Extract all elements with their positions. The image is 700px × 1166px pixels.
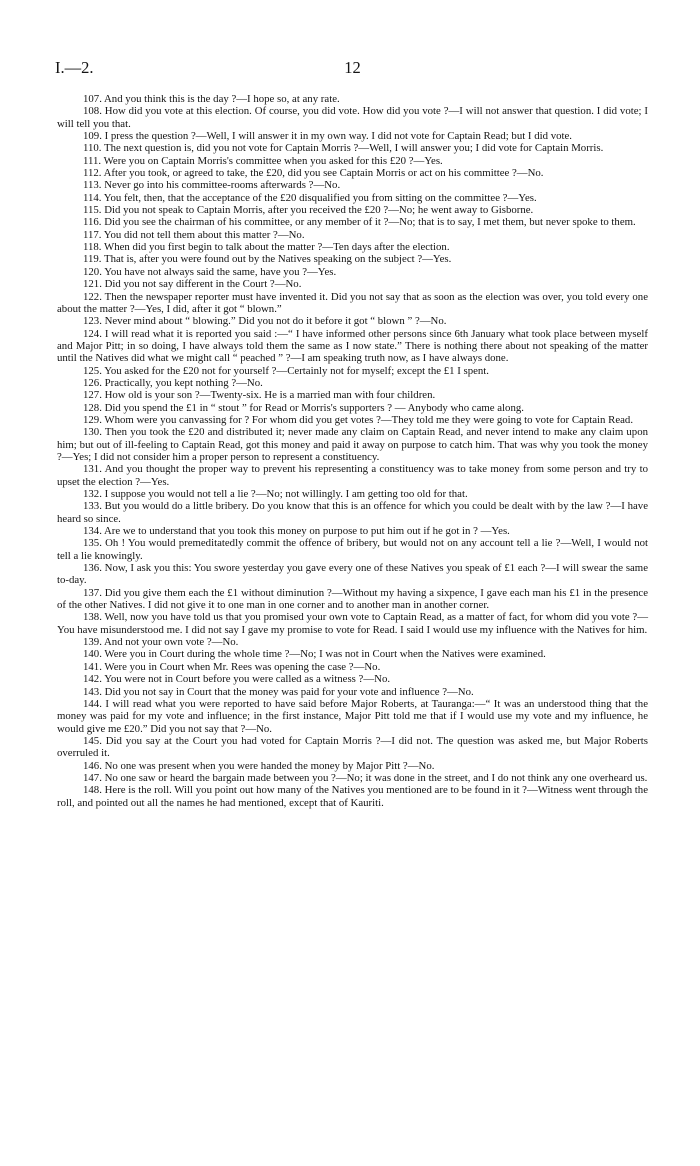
evidence-text <box>57 93 648 809</box>
question-paragraph: 122. Then the newspaper reporter must have invented it. Did you not say that as soon as the election was over, you told every one about the matter ?—Yes, I did, after it got “ blown.” <box>57 290 648 315</box>
question-paragraph: 107. And you think this is the day ?—I hope so, at any rate. <box>83 93 340 105</box>
question-paragraph: 120. You have not always said the same, have you ?—Yes. <box>83 265 337 278</box>
question-paragraph: 129. Whom were you canvassing for ? For whom did you get votes ?—They told me they were going to vote for Captain Read. <box>83 413 634 426</box>
question-paragraph: 140. Were you in Court during the whole time ?—No; I was not in Court when the Natives were examined. <box>83 648 546 661</box>
question-paragraph: 136. Now, I ask you this: You swore yesterday you gave every one of these Natives you speak of £1 each ?—I will swear the same to-day. <box>57 562 648 587</box>
question-paragraph: 132. I suppose you would not tell a lie ?—No; not willingly. I am getting too old for that. <box>83 488 468 500</box>
question-paragraph: 111. Were you on Captain Morris's committee when you asked for this £20 ?—Yes. <box>83 154 443 167</box>
page-number: 12 <box>344 58 361 77</box>
question-paragraph: 130. Then you took the £20 and distributed it; never made any claim on Captain Read, and never intend to make any claim upon him; but out of ill-feeling to Captain Read, got this money and paid it away on purpose to catch him. That was why you took the money ?—Yes; I did not consider him a proper person to represent a constituency. <box>57 426 648 463</box>
question-paragraph: 121. Did you not say different in the Court ?—No. <box>83 278 302 291</box>
question-paragraph: 135. Oh ! You would premeditatedly commit the offence of bribery, but would not on any account tell a lie ?—Well, I would not tell a lie knowingly. <box>57 537 648 562</box>
question-paragraph: 138. Well, now you have told us that you promised your own vote to Captain Read, as a matter of fact, for whom did you vote ?—You have misunderstood me. I did not say I gave my promise to vote for Read. I said I would use my influence with the Natives for him. <box>57 611 648 636</box>
question-paragraph: 112. After you took, or agreed to take, the £20, did you see Captain Morris or act on his committee ?—No. <box>83 167 544 180</box>
question-paragraph: 131. And you thought the proper way to prevent his representing a constituency was to take money from some person and try to upset the election ?—Yes. <box>57 463 648 488</box>
question-paragraph: 145. Did you say at the Court you had voted for Captain Morris ?—I did not. The question was asked me, but Major Roberts overruled it. <box>57 734 648 760</box>
question-paragraph: 116. Did you see the chairman of his committee, or any member of it ?—No; that is to say, I met them, but never spoke to them. <box>83 216 636 229</box>
question-paragraph: 118. When did you first begin to talk about the matter ?—Ten days after the election. <box>83 241 450 254</box>
paper-reference: I.—2. <box>55 58 94 77</box>
question-paragraph: 119. That is, after you were found out by the Natives speaking on the subject ?—Yes. <box>83 253 452 266</box>
question-paragraph: 146. No one was present when you were handed the money by Major Pitt ?—No. <box>83 759 435 772</box>
question-paragraph: 113. Never go into his committee-rooms afterwards ?—No. <box>83 179 341 192</box>
question-paragraph: 126. Practically, you kept nothing ?—No. <box>83 376 263 389</box>
question-paragraph: 147. No one saw or heard the bargain made between you ?—No; it was done in the street, and I do not think any one overheard us. <box>83 771 648 784</box>
question-paragraph: 115. Did you not speak to Captain Morris, after you received the £20 ?—No; he went away to Gisborne. <box>83 204 534 217</box>
page-header <box>55 58 650 80</box>
question-paragraph: 108. How did you vote at this election. Of course, you did vote. How did you vote ?—I will not answer that question. I did vote; I will tell you that. <box>57 105 648 130</box>
question-paragraph: 123. Never mind about “ blowing.” Did you not do it before it got “ blown ” ?—No. <box>83 315 447 328</box>
question-paragraph: 125. You asked for the £20 not for yourself ?—Certainly not for myself; except the £1 I spent. <box>83 364 490 377</box>
question-paragraph: 117. You did not tell them about this matter ?—No. <box>83 228 305 241</box>
question-paragraph: 127. How old is your son ?—Twenty-six. He is a married man with four children. <box>83 389 436 402</box>
question-paragraph: 148. Here is the roll. Will you point out how many of the Natives you mentioned are to be found in it ?—Witness went through the roll, and pointed out all the names he had mentioned, except that of Kauriti. <box>57 784 648 809</box>
question-paragraph: 124. I will read what it is reported you said :—“ I have informed other persons since 6th January what took place between myself and Major Pitt; in so doing, I have always told them the same as I now state.” There is nothing there about not speaking of the matter until the Natives did what we might call “ peached ” ?—I am speaking truth now, as I have always done. <box>57 327 648 365</box>
question-paragraph: 137. Did you give them each the £1 without diminution ?—Without my having a sixpence, I gave each man his £1 in the presence of the other Natives. I did not give it to one man in one corner and to another man in another corner. <box>57 586 648 612</box>
question-paragraph: 139. And not your own vote ?—No. <box>83 636 239 649</box>
question-paragraph: 144. I will read what you were reported to have said before Major Roberts, at Tauranga:—“ It was an understood thing that the money was paid for my vote and influence; in the first instance, Major Pitt told me that if I would use my vote and my influence, he would give me £20.” Did you not say that ?—No. <box>57 697 648 735</box>
question-paragraph: 109. I press the question ?—Well, I will answer it in my own way. I did not vote for Captain Read; but I did vote. <box>83 130 572 143</box>
question-paragraph: 142. You were not in Court before you were called as a witness ?—No. <box>83 673 391 686</box>
question-paragraph: 114. You felt, then, that the acceptance of the £20 disqualified you from sitting on the committee ?—Yes. <box>83 191 537 204</box>
question-paragraph: 143. Did you not say in Court that the money was paid for your vote and influence ?—No. <box>83 685 474 698</box>
question-paragraph: 110. The next question is, did you not vote for Captain Morris ?—Well, I will answer you; I did vote for Captain Morris. <box>83 142 604 155</box>
question-paragraph: 141. Were you in Court when Mr. Rees was opening the case ?—No. <box>83 660 381 673</box>
question-paragraph: 134. Are we to understand that you took this money on purpose to put him out if he got in ? —Yes. <box>83 525 510 538</box>
question-paragraph: 128. Did you spend the £1 in “ stout ” for Read or Morris's supporters ? — Anybody who came along. <box>83 401 524 414</box>
question-paragraph: 133. But you would do a little bribery. Do you know that this is an offence for which you could be dealt with by the law ?—I have heard so since. <box>57 500 648 525</box>
